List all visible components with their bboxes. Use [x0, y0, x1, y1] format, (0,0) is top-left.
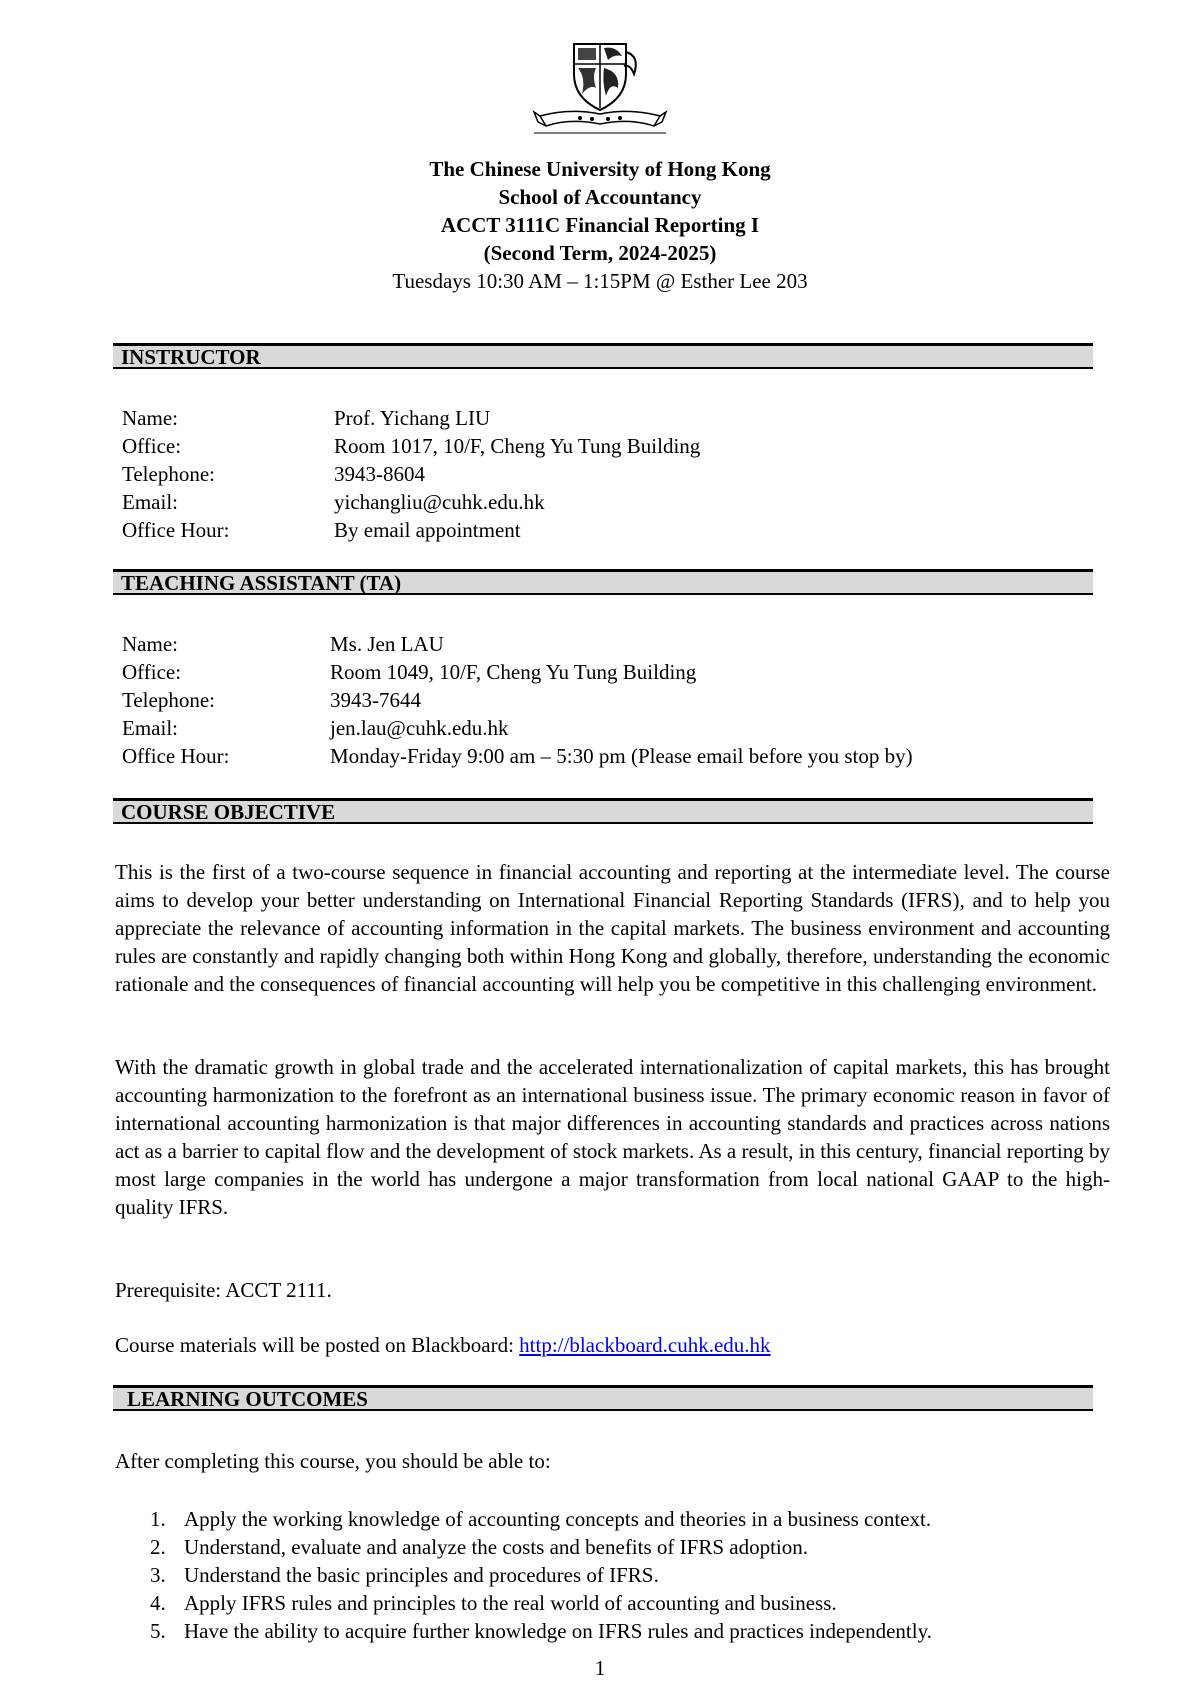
course-materials-text — [115, 1331, 771, 1359]
row-label: Office: — [122, 660, 182, 684]
school-name: School of Accountancy — [498, 185, 702, 209]
university-name: The Chinese University of Hong Kong — [429, 157, 771, 181]
course-title: ACCT 3111C Financial Reporting I — [440, 213, 760, 237]
ta-name-row — [122, 630, 913, 658]
row-value: jen.lau@cuhk.edu.hk — [330, 716, 509, 740]
course-header — [0, 155, 1200, 295]
list-text: Apply IFRS rules and principles to the real world of accounting and business. — [184, 1591, 837, 1615]
row-value: 3943-7644 — [330, 688, 421, 712]
section-title-outcomes: LEARNING OUTCOMES — [127, 1387, 368, 1411]
instructor-details — [122, 404, 700, 544]
outcomes-intro: After completing this course, you should be able to: — [115, 1449, 551, 1473]
list-number: 3. — [150, 1563, 166, 1587]
section-title-objective: COURSE OBJECTIVE — [121, 800, 336, 824]
row-label: Name: — [122, 406, 178, 430]
section-bar-instructor — [113, 343, 1093, 369]
row-value: yichangliu@cuhk.edu.hk — [334, 490, 545, 514]
row-label: Email: — [122, 716, 178, 740]
ta-telephone-row — [122, 686, 913, 714]
row-value: By email appointment — [334, 518, 521, 542]
list-item — [150, 1505, 932, 1533]
course-term: (Second Term, 2024-2025) — [483, 241, 717, 265]
row-value: Room 1049, 10/F, Cheng Yu Tung Building — [330, 660, 697, 684]
section-bar-ta — [113, 569, 1093, 595]
row-label: Telephone: — [122, 462, 215, 486]
prerequisite-text: Prerequisite: ACCT 2111. — [115, 1278, 332, 1302]
list-text: Apply the working knowledge of accounting concepts and theories in a business context. — [184, 1507, 932, 1531]
row-label: Office Hour: — [122, 744, 230, 768]
ta-office-hour-row — [122, 742, 913, 770]
instructor-name-row — [122, 404, 700, 432]
list-number: 5. — [150, 1619, 166, 1643]
row-label: Office: — [122, 434, 182, 458]
instructor-office-row — [122, 432, 700, 460]
page-number: 1 — [594, 1656, 606, 1680]
section-title-instructor: INSTRUCTOR — [121, 345, 261, 369]
ta-details — [122, 630, 913, 770]
blackboard-link[interactable]: http://blackboard.cuhk.edu.hk — [519, 1333, 771, 1357]
instructor-office-hour-row — [122, 516, 700, 544]
row-label: Email: — [122, 490, 178, 514]
list-number: 1. — [150, 1507, 166, 1531]
outcomes-list — [150, 1505, 932, 1645]
section-bar-outcomes — [113, 1385, 1093, 1411]
objective-paragraph-1: This is the first of a two-course sequence in financial accounting and reporting at the intermediate level. The course aims to develop your better understanding on International Financial Reporting Standards (IFRS), and to help you appreciate the relevance of accounting information in the capital markets. The business environment and accounting rules are constantly and rapidly changing both within Hong Kong and globally, therefore, understanding the economic rationale and the consequences of financial accounting will help you be competitive in this challenging environment. — [115, 860, 1110, 996]
list-text: Have the ability to acquire further knowledge on IFRS rules and practices independently. — [184, 1619, 932, 1643]
ta-office-row — [122, 658, 913, 686]
course-materials-prefix: Course materials will be posted on Blackboard: — [115, 1333, 520, 1357]
section-title-ta: TEACHING ASSISTANT (TA) — [121, 571, 402, 595]
course-schedule: Tuesdays 10:30 AM – 1:15PM @ Esther Lee 203 — [392, 269, 808, 293]
row-value: Ms. Jen LAU — [330, 632, 444, 656]
list-item — [150, 1617, 932, 1645]
list-number: 4. — [150, 1591, 166, 1615]
university-crest-logo — [530, 38, 670, 134]
ta-email-row — [122, 714, 913, 742]
row-label: Office Hour: — [122, 518, 230, 542]
list-item — [150, 1589, 932, 1617]
instructor-email-row — [122, 488, 700, 516]
row-label: Telephone: — [122, 688, 215, 712]
list-item — [150, 1533, 932, 1561]
row-value: 3943-8604 — [334, 462, 425, 486]
list-item — [150, 1561, 932, 1589]
row-label: Name: — [122, 632, 178, 656]
list-text: Understand, evaluate and analyze the costs and benefits of IFRS adoption. — [184, 1535, 808, 1559]
row-value: Prof. Yichang LIU — [334, 406, 491, 430]
instructor-telephone-row — [122, 460, 700, 488]
row-value: Room 1017, 10/F, Cheng Yu Tung Building — [334, 434, 701, 458]
list-text: Understand the basic principles and procedures of IFRS. — [184, 1563, 659, 1587]
list-number: 2. — [150, 1535, 166, 1559]
objective-paragraph-2: With the dramatic growth in global trade and the accelerated internationalization of capital markets, this has brought accounting harmonization to the forefront as an international business issue. The primary economic reason in favor of international accounting harmonization is that major differences in accounting standards and practices across nations act as a barrier to capital flow and the development of stock markets. As a result, in this century, financial reporting by most large companies in the world has undergone a major transformation from local national GAAP to the high-quality IFRS. — [115, 1055, 1110, 1219]
crest-icon — [530, 38, 670, 134]
section-bar-objective — [113, 798, 1093, 824]
row-value: Monday-Friday 9:00 am – 5:30 pm (Please email before you stop by) — [330, 744, 913, 768]
